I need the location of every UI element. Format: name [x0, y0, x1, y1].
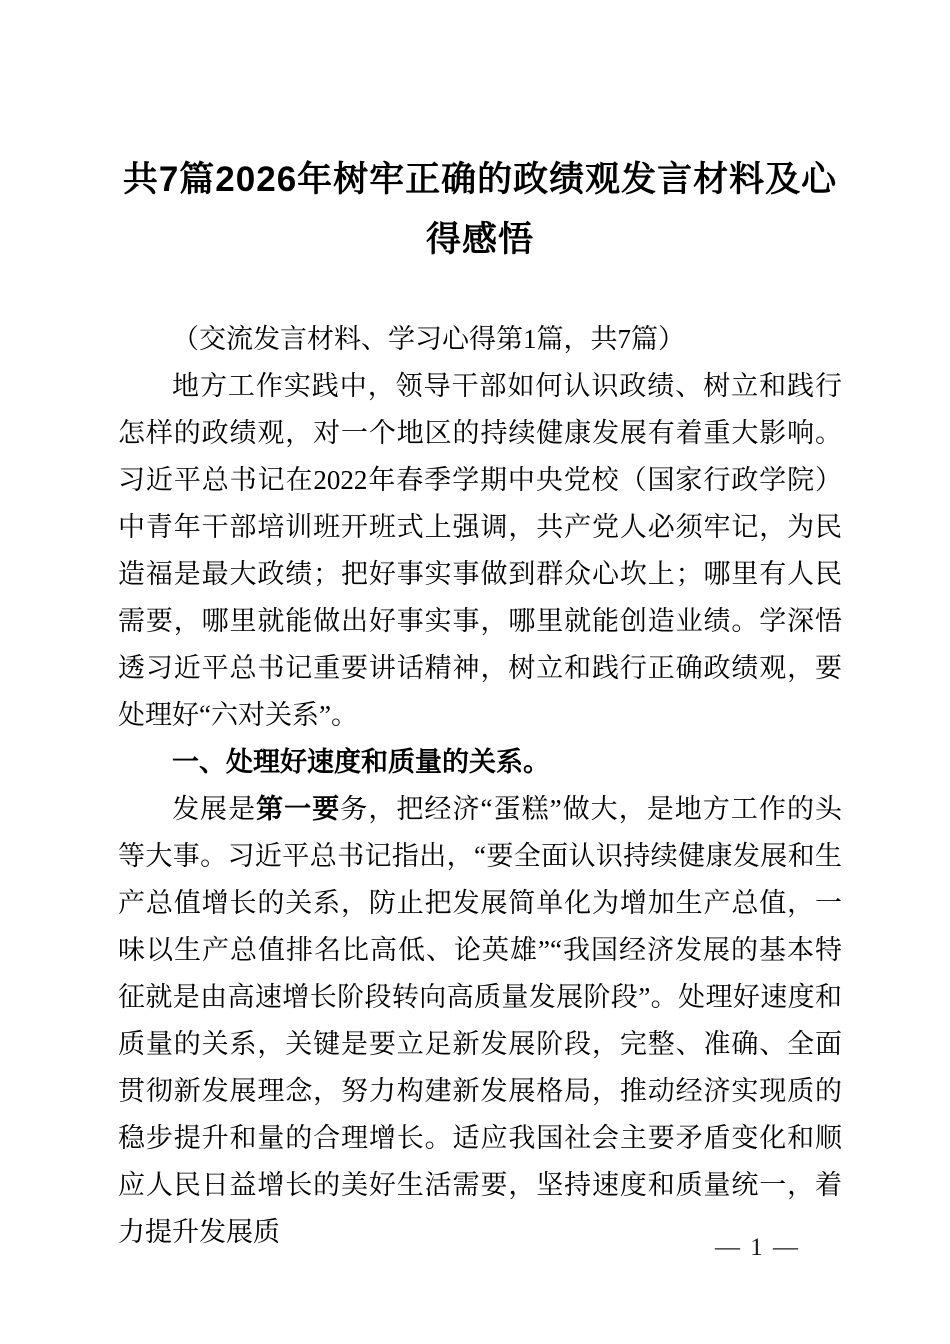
- section-1-paragraph-pre-bold: 发展是: [172, 794, 257, 824]
- section-1-paragraph-bold-phrase: 第一要: [256, 794, 341, 824]
- section-1-paragraph-post-bold: 务，把经济“蛋糕”做大，是地方工作的头等大事。习近平总书记指出，“要全面认识持续健康发展和生产总值增长的关系，防止把发展简单化为增加生产总值，一味以生产总值排名比高低、论英雄”“我国经济发展的基本特征就是由高速增长阶段转向高质量发展阶段”。处理好速度和质量的关系，关键是要立足新发展阶段，完整、准确、全面贯彻新发展理念，努力构建新发展格局，推动经济实现质的稳步提升和量的合理增长。适应我国社会主要矛盾变化和顺应人民日益增长的美好生活需要，坚持速度和质量统一，着力提升发展质: [118, 794, 843, 1247]
- page-number: — 1 —: [715, 1234, 800, 1261]
- section-1-paragraph: [118, 786, 842, 1256]
- document-title: 共7篇2026年树牢正确的政绩观发言材料及心得感悟: [122, 160, 838, 259]
- subtitle-note: （交流发言材料、学习心得第1篇，共7篇）: [172, 324, 685, 354]
- section-1-heading: 一、处理好速度和质量的关系。: [172, 747, 550, 777]
- intro-paragraph: 地方工作实践中，领导干部如何认识政绩、树立和践行怎样的政绩观，对一个地区的持续健康发展有着重大影响。习近平总书记在2022年春季学期中央党校（国家行政学院）中青年干部培训班开班式上强调，共产党人必须牢记，为民造福是最大政绩；把好事实事做到群众心坎上；哪里有人民需要，哪里就能做出好事实事，哪里就能创造业绩。学深悟透习近平总书记重要讲话精神，树立和践行正确政绩观，要处理好“六对关系”。: [118, 371, 842, 730]
